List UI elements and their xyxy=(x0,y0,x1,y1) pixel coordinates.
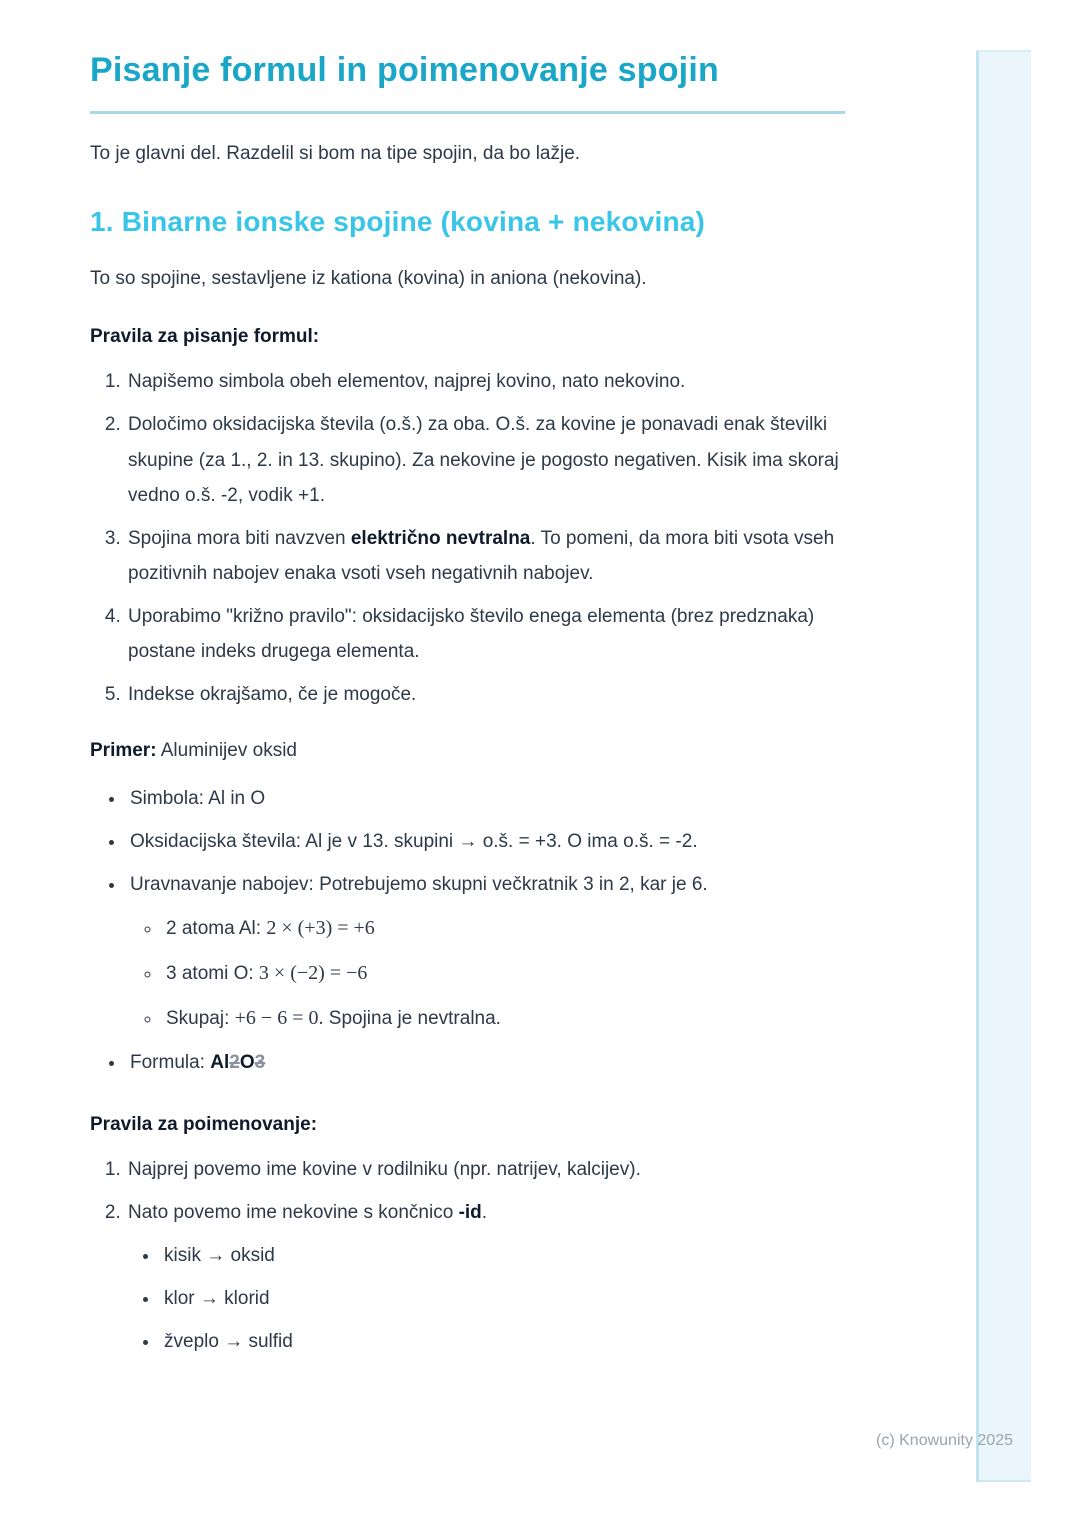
example-heading xyxy=(90,737,845,766)
section-1-lead: To so spojine, sestavljene iz kationa (kovina) in aniona (nekovina). xyxy=(90,267,647,289)
formula-index-struck: 2 xyxy=(229,1052,240,1074)
example-bullet-list xyxy=(90,781,845,1081)
formula-bullet xyxy=(126,1045,845,1080)
naming-rule-item xyxy=(126,1195,845,1360)
example-name: Aluminijev oksid xyxy=(156,739,297,761)
calculation-sublist xyxy=(130,910,845,1037)
naming-example-text: klor → klorid xyxy=(164,1288,270,1310)
intro-paragraph: To je glavni del. Razdelil si bom na tipe spojin, da bo lažje. xyxy=(90,142,581,164)
rule-text: Indekse okrajšamo, če je mogoče. xyxy=(128,684,417,706)
writing-rule-item xyxy=(126,364,845,399)
formula-label: Formula: xyxy=(130,1052,211,1074)
rule-text: . xyxy=(481,1201,488,1223)
calc-post: Spojina je nevtralna. xyxy=(323,1008,501,1030)
naming-example-text: žveplo → sulfid xyxy=(164,1331,293,1353)
calc-label: 3 atomi O: xyxy=(166,963,259,985)
calculation-item xyxy=(162,955,845,992)
calc-math: 3 × (−2) = −6 xyxy=(258,962,368,985)
calc-label: Skupaj: xyxy=(166,1008,235,1030)
bullet-text: Uravnavanje nabojev: Potrebujemo skupni večkratnik 3 in 2, kar je 6. xyxy=(130,874,708,896)
rule-text: Spojina mora biti navzven xyxy=(128,527,351,549)
naming-example-item xyxy=(160,1238,845,1273)
writing-rule-item xyxy=(126,521,845,591)
naming-example-item xyxy=(160,1324,845,1359)
writing-rule-item xyxy=(126,677,845,712)
example-label: Primer: xyxy=(90,739,157,761)
title-divider xyxy=(90,111,845,114)
rule-text: . To pomeni, da mora biti vsota vseh pozitivnih nabojev enaka vsoti vseh negativnih nabojev. xyxy=(128,527,835,584)
naming-rule-item xyxy=(126,1152,845,1187)
formula-symbol: Al xyxy=(210,1052,230,1074)
copyright-notice: (c) Knowunity 2025 xyxy=(876,1432,1013,1449)
naming-examples-sublist xyxy=(128,1238,845,1359)
naming-rules-label: Pravila za poimenovanje: xyxy=(90,1113,318,1135)
formula-symbol: O xyxy=(239,1052,255,1074)
document-content xyxy=(90,48,845,1367)
calculation-item xyxy=(162,1000,845,1037)
section-1-heading: 1. Binarne ionske spojine (kovina + nekovina) xyxy=(90,206,706,238)
page-edge-strip xyxy=(976,50,1031,1482)
writing-rules-label: Pravila za pisanje formul: xyxy=(90,326,320,348)
rule-text: Nato povemo ime nekovine s končnico xyxy=(128,1201,459,1223)
rule-text: Najprej povemo ime kovine v rodilniku (npr. natrijev, kalcijev). xyxy=(128,1158,641,1180)
calculation-item xyxy=(162,910,845,947)
example-bullet xyxy=(126,824,845,859)
naming-rules-list xyxy=(90,1152,845,1360)
calc-label: 2 atoma Al: xyxy=(166,918,267,940)
naming-example-item xyxy=(160,1281,845,1316)
example-bullet xyxy=(126,867,845,1037)
page-title: Pisanje formul in poimenovanje spojin xyxy=(90,51,719,89)
rule-text: Napišemo simbola obeh elementov, najprej kovino, nato nekovino. xyxy=(128,371,686,393)
rule-text: Določimo oksidacijska števila (o.š.) za oba. O.š. za kovine je ponavadi enak številki skupine (za 1., 2. in 13. skupino). Za nekovine je pogosto negativen. Kisik ima skoraj vedno o.š. -2, vodik +1. xyxy=(128,414,839,506)
rule-text: Uporabimo "križno pravilo": oksidacijsko število enega elementa (brez predznaka) postane indeks drugega elementa. xyxy=(128,606,815,663)
naming-example-text: kisik → oksid xyxy=(164,1244,275,1266)
writing-rule-item xyxy=(126,599,845,669)
calc-math: +6 − 6 = 0. xyxy=(234,1007,324,1030)
example-bullet xyxy=(126,781,845,816)
bullet-text: Simbola: Al in O xyxy=(130,788,266,810)
rule-bold-text: električno nevtralna xyxy=(350,527,531,549)
writing-rules-list xyxy=(90,364,845,712)
calc-math: 2 × (+3) = +6 xyxy=(266,917,375,940)
rule-bold-text: -id xyxy=(458,1201,482,1223)
writing-rule-item xyxy=(126,407,845,512)
bullet-text: Oksidacijska števila: Al je v 13. skupini → o.š. = +3. O ima o.š. = -2. xyxy=(130,831,698,853)
formula-index-struck: 3 xyxy=(254,1052,266,1074)
